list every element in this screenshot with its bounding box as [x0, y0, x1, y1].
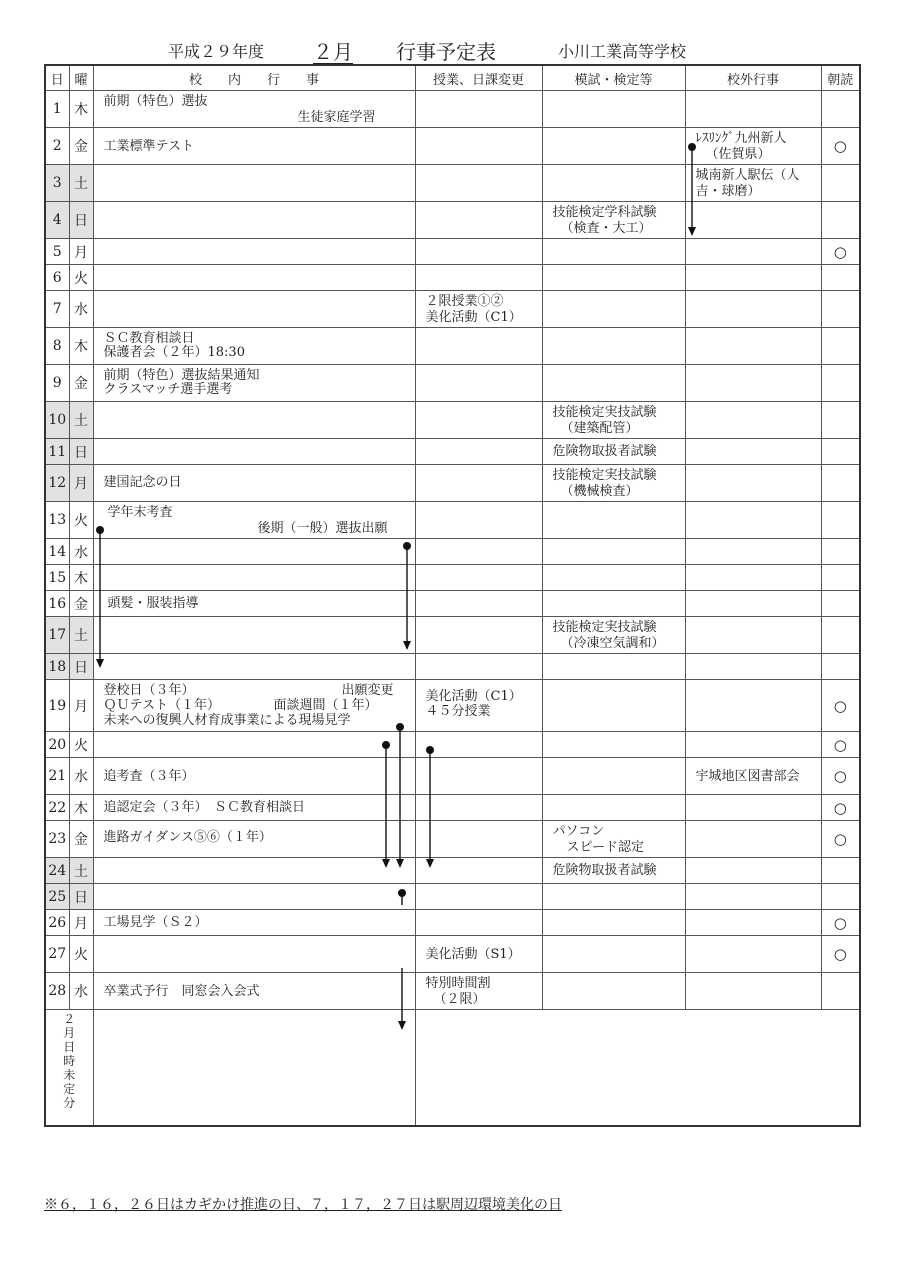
morning-reading-cell: [821, 654, 860, 680]
weekday: 木: [69, 328, 93, 365]
exam-cell: [542, 910, 685, 936]
day-number: 9: [45, 365, 69, 402]
class-change-cell: [415, 936, 542, 973]
day-row-16: [45, 591, 860, 617]
class-change-cell: [415, 402, 542, 439]
day-row-24: [45, 858, 860, 884]
external-cell: [685, 91, 821, 128]
footnote: ※６，１６，２６日はカギかけ推進の日、７，１７，２７日は駅周辺環境美化の日: [44, 1197, 562, 1213]
exam-cell: [542, 821, 685, 858]
school-entry: 追認定会（３年） ＳＣ教育相談日: [103, 800, 306, 815]
day-number: 16: [45, 591, 69, 617]
morning-reading-cell: [821, 732, 860, 758]
exam-entry: 技能検定実技試験: [552, 620, 657, 635]
col-class-changes: 授業、日課変更: [415, 65, 542, 91]
exam-cell: [542, 973, 685, 1010]
day-number: 2: [45, 128, 69, 165]
day-row-18: [45, 654, 860, 680]
school-cell: [93, 821, 415, 858]
day-number: 4: [45, 202, 69, 239]
fiscal-year: 平成２９年度: [168, 42, 265, 61]
day-number: 28: [45, 973, 69, 1010]
col-day: 日: [45, 65, 69, 91]
weekday: 土: [69, 402, 93, 439]
weekday: 木: [69, 795, 93, 821]
reading-mark: ○: [833, 735, 847, 754]
weekday: 水: [69, 973, 93, 1010]
external-cell: [685, 539, 821, 565]
weekday: 土: [69, 165, 93, 202]
class-change-cell: [415, 328, 542, 365]
exam-cell: [542, 732, 685, 758]
school-entry: 建国記念の日: [103, 475, 182, 490]
school-entry: 頭髪・服装指導: [107, 596, 199, 611]
school-entry: 学年末考査: [107, 505, 173, 520]
day-row-15: [45, 565, 860, 591]
day-number: 24: [45, 858, 69, 884]
morning-reading-cell: [821, 202, 860, 239]
weekday: 火: [69, 732, 93, 758]
morning-reading-cell: [821, 680, 860, 732]
exam-entry: パソコン: [552, 824, 605, 839]
undecided-row: [45, 1010, 860, 1126]
exam-cell: [542, 402, 685, 439]
school-cell: [93, 165, 415, 202]
day-row-2: [45, 128, 860, 165]
external-cell: [685, 202, 821, 239]
day-number: 23: [45, 821, 69, 858]
weekday: 水: [69, 539, 93, 565]
external-entry: （佐賀県）: [705, 147, 771, 162]
class-change-entry: ２限授業①②: [425, 294, 504, 309]
external-cell: [685, 732, 821, 758]
external-cell: [685, 884, 821, 910]
external-cell: [685, 910, 821, 936]
school-cell: [93, 502, 415, 539]
class-change-cell: [415, 617, 542, 654]
school-cell: [93, 328, 415, 365]
day-row-19: [45, 680, 860, 732]
class-change-cell: [415, 128, 542, 165]
school-cell: [93, 617, 415, 654]
morning-reading-cell: [821, 402, 860, 439]
external-cell: [685, 654, 821, 680]
school-cell: [93, 565, 415, 591]
morning-reading-cell: [821, 565, 860, 591]
schedule-table: [44, 64, 861, 1127]
weekday: 土: [69, 617, 93, 654]
morning-reading-cell: [821, 439, 860, 465]
school-cell: [93, 465, 415, 502]
day-number: 27: [45, 936, 69, 973]
class-change-cell: [415, 91, 542, 128]
school-cell: [93, 128, 415, 165]
day-row-21: [45, 758, 860, 795]
morning-reading-cell: [821, 884, 860, 910]
class-change-cell: [415, 884, 542, 910]
school-cell: [93, 539, 415, 565]
day-number: 13: [45, 502, 69, 539]
school-cell: [93, 591, 415, 617]
class-change-cell: [415, 858, 542, 884]
morning-reading-cell: [821, 591, 860, 617]
class-change-cell: [415, 565, 542, 591]
header-row: [45, 65, 860, 91]
exam-entry: （機械検査）: [560, 484, 639, 499]
day-number: 6: [45, 265, 69, 291]
exam-entry: 技能検定実技試験: [552, 405, 657, 420]
external-cell: [685, 328, 821, 365]
external-cell: [685, 973, 821, 1010]
exam-entry: 危険物取扱者試験: [552, 444, 657, 459]
school-entry: 面談週間（１年）: [273, 698, 378, 713]
exam-cell: [542, 265, 685, 291]
day-row-28: [45, 973, 860, 1010]
school-entry: 前期（特色）選抜結果通知: [103, 368, 260, 383]
day-row-7: [45, 291, 860, 328]
class-change-entry: 美化活動（S1）: [425, 947, 521, 962]
morning-reading-cell: [821, 239, 860, 265]
morning-reading-cell: [821, 128, 860, 165]
class-change-cell: [415, 239, 542, 265]
exam-cell: [542, 936, 685, 973]
morning-reading-cell: [821, 973, 860, 1010]
school-cell: [93, 884, 415, 910]
morning-reading-cell: [821, 365, 860, 402]
school-cell: [93, 758, 415, 795]
school-entry: 追考査（３年）: [103, 769, 195, 784]
weekday: 土: [69, 858, 93, 884]
exam-entry: （冷凍空気調和）: [560, 636, 665, 651]
weekday: 火: [69, 936, 93, 973]
school-cell: [93, 402, 415, 439]
weekday: 日: [69, 884, 93, 910]
weekday: 火: [69, 502, 93, 539]
morning-reading-cell: [821, 265, 860, 291]
external-cell: [685, 936, 821, 973]
undecided-other: [415, 1010, 860, 1126]
day-number: 1: [45, 91, 69, 128]
school-entry: 工場見学（Ｓ２）: [103, 915, 208, 930]
reading-mark: ○: [833, 242, 847, 261]
exam-entry: 技能検定実技試験: [552, 468, 657, 483]
external-cell: [685, 565, 821, 591]
exam-cell: [542, 465, 685, 502]
morning-reading-cell: [821, 795, 860, 821]
school-entry: 後期（一般）選抜出願: [257, 521, 388, 536]
weekday: 水: [69, 291, 93, 328]
exam-cell: [542, 291, 685, 328]
exam-cell: [542, 858, 685, 884]
weekday: 金: [69, 821, 93, 858]
day-number: 5: [45, 239, 69, 265]
exam-entry: （建築配管）: [560, 421, 639, 436]
external-entry: 宇城地区図書部会: [695, 769, 800, 784]
reading-mark: ○: [833, 767, 847, 785]
day-number: 8: [45, 328, 69, 365]
class-change-entry: ４５分授業: [425, 704, 491, 719]
external-cell: [685, 128, 821, 165]
external-entry: 吉・球磨）: [695, 184, 761, 199]
morning-reading-cell: [821, 502, 860, 539]
exam-cell: [542, 239, 685, 265]
class-change-cell: [415, 465, 542, 502]
exam-entry: （検査・大工）: [560, 221, 652, 236]
day-row-13: [45, 502, 860, 539]
class-change-cell: [415, 539, 542, 565]
weekday: 月: [69, 910, 93, 936]
day-number: 15: [45, 565, 69, 591]
external-cell: [685, 239, 821, 265]
day-number: 17: [45, 617, 69, 654]
exam-cell: [542, 654, 685, 680]
reading-mark: ○: [833, 913, 847, 932]
exam-cell: [542, 202, 685, 239]
exam-cell: [542, 617, 685, 654]
class-change-entry: 美化活動（C1）: [425, 689, 522, 704]
weekday: 火: [69, 265, 93, 291]
morning-reading-cell: [821, 758, 860, 795]
school-cell: [93, 202, 415, 239]
exam-cell: [542, 680, 685, 732]
day-row-25: [45, 884, 860, 910]
school-cell: [93, 239, 415, 265]
day-row-14: [45, 539, 860, 565]
day-number: 11: [45, 439, 69, 465]
page-header: [0, 36, 904, 62]
external-cell: [685, 591, 821, 617]
col-morning-reading: 朝読: [821, 65, 860, 91]
external-entry: ﾚｽﾘﾝｸﾞ九州新人: [695, 131, 787, 146]
day-row-20: [45, 732, 860, 758]
day-row-8: [45, 328, 860, 365]
class-change-cell: [415, 265, 542, 291]
class-change-cell: [415, 821, 542, 858]
external-cell: [685, 617, 821, 654]
school-name: 小川工業高等学校: [558, 42, 687, 61]
day-number: 26: [45, 910, 69, 936]
weekday: 木: [69, 565, 93, 591]
external-cell: [685, 795, 821, 821]
school-cell: [93, 973, 415, 1010]
exam-cell: [542, 502, 685, 539]
school-entry: 未来への復興人材育成事業による現場見学: [103, 713, 351, 728]
morning-reading-cell: [821, 328, 860, 365]
school-cell: [93, 654, 415, 680]
school-entry: ＱＵテスト（１年）: [103, 698, 220, 713]
day-number: 25: [45, 884, 69, 910]
school-entry: ＳＣ教育相談日: [103, 331, 195, 346]
weekday: 日: [69, 439, 93, 465]
class-change-cell: [415, 758, 542, 795]
day-row-23: [45, 821, 860, 858]
school-cell: [93, 858, 415, 884]
school-cell: [93, 265, 415, 291]
class-change-cell: [415, 654, 542, 680]
weekday: 月: [69, 239, 93, 265]
external-cell: [685, 439, 821, 465]
day-number: 19: [45, 680, 69, 732]
day-number: 14: [45, 539, 69, 565]
day-number: 22: [45, 795, 69, 821]
school-cell: [93, 732, 415, 758]
external-entry: 城南新人駅伝（人: [695, 168, 800, 183]
day-row-1: [45, 91, 860, 128]
external-cell: [685, 858, 821, 884]
school-cell: [93, 936, 415, 973]
school-entry: 工業標準テスト: [103, 139, 194, 154]
school-entry: 出願変更: [341, 683, 394, 698]
exam-entry: スピード認定: [566, 840, 644, 855]
exam-cell: [542, 539, 685, 565]
class-change-cell: [415, 680, 542, 732]
day-row-10: [45, 402, 860, 439]
weekday: 金: [69, 365, 93, 402]
class-change-cell: [415, 591, 542, 617]
day-number: 20: [45, 732, 69, 758]
class-change-cell: [415, 439, 542, 465]
exam-cell: [542, 91, 685, 128]
reading-mark: ○: [833, 137, 847, 155]
school-entry: 前期（特色）選抜: [103, 94, 208, 109]
weekday: 日: [69, 202, 93, 239]
day-number: 3: [45, 165, 69, 202]
morning-reading-cell: [821, 91, 860, 128]
weekday: 金: [69, 128, 93, 165]
school-entry: 卒業式予行 同窓会入会式: [103, 984, 260, 999]
weekday: 月: [69, 680, 93, 732]
school-cell: [93, 291, 415, 328]
school-cell: [93, 365, 415, 402]
day-row-17: [45, 617, 860, 654]
morning-reading-cell: [821, 539, 860, 565]
day-row-12: [45, 465, 860, 502]
exam-entry: 技能検定学科試験: [552, 205, 657, 220]
external-cell: [685, 465, 821, 502]
reading-mark: ○: [833, 798, 847, 817]
day-row-22: [45, 795, 860, 821]
class-change-cell: [415, 365, 542, 402]
external-cell: [685, 165, 821, 202]
class-change-cell: [415, 732, 542, 758]
external-cell: [685, 502, 821, 539]
morning-reading-cell: [821, 821, 860, 858]
morning-reading-cell: [821, 617, 860, 654]
morning-reading-cell: [821, 291, 860, 328]
morning-reading-cell: [821, 465, 860, 502]
day-row-5: [45, 239, 860, 265]
class-change-cell: [415, 165, 542, 202]
reading-mark: ○: [833, 830, 847, 848]
external-cell: [685, 265, 821, 291]
class-change-cell: [415, 291, 542, 328]
class-change-entry: 美化活動（C1）: [425, 310, 522, 325]
exam-cell: [542, 591, 685, 617]
exam-cell: [542, 795, 685, 821]
weekday: 月: [69, 465, 93, 502]
exam-cell: [542, 758, 685, 795]
class-change-entry: 特別時間割: [425, 976, 491, 991]
class-change-cell: [415, 973, 542, 1010]
external-cell: [685, 680, 821, 732]
weekday: 金: [69, 591, 93, 617]
morning-reading-cell: [821, 165, 860, 202]
page-title: 行事予定表: [396, 40, 496, 64]
school-entry: クラスマッチ選手選考: [103, 382, 233, 397]
day-number: 7: [45, 291, 69, 328]
undecided-label: ２月日時未定分: [45, 1010, 93, 1126]
reading-mark: ○: [833, 696, 847, 715]
day-row-9: [45, 365, 860, 402]
day-row-6: [45, 265, 860, 291]
school-cell: [93, 91, 415, 128]
school-entry: 登校日（３年）: [103, 683, 195, 698]
exam-cell: [542, 328, 685, 365]
day-number: 21: [45, 758, 69, 795]
class-change-cell: [415, 202, 542, 239]
external-cell: [685, 365, 821, 402]
exam-cell: [542, 165, 685, 202]
col-school-events: 校 内 行 事: [93, 65, 415, 91]
col-external-events: 校外行事: [685, 65, 821, 91]
undecided-school: [93, 1010, 415, 1126]
weekday: 日: [69, 654, 93, 680]
school-entry: 保護者会（２年）18:30: [103, 345, 245, 360]
external-cell: [685, 821, 821, 858]
school-cell: [93, 680, 415, 732]
exam-cell: [542, 884, 685, 910]
school-entry: 進路ガイダンス⑤⑥（１年）: [103, 830, 272, 845]
class-change-cell: [415, 502, 542, 539]
reading-mark: ○: [833, 945, 847, 963]
col-weekday: 曜: [69, 65, 93, 91]
exam-cell: [542, 439, 685, 465]
school-cell: [93, 439, 415, 465]
exam-cell: [542, 365, 685, 402]
school-cell: [93, 795, 415, 821]
day-number: 10: [45, 402, 69, 439]
day-row-27: [45, 936, 860, 973]
day-row-26: [45, 910, 860, 936]
day-row-4: [45, 202, 860, 239]
col-exams: 模試・検定等: [542, 65, 685, 91]
weekday: 木: [69, 91, 93, 128]
month-title: ２月: [313, 40, 353, 64]
external-cell: [685, 402, 821, 439]
external-cell: [685, 291, 821, 328]
day-number: 12: [45, 465, 69, 502]
morning-reading-cell: [821, 858, 860, 884]
exam-cell: [542, 565, 685, 591]
morning-reading-cell: [821, 910, 860, 936]
day-number: 18: [45, 654, 69, 680]
class-change-cell: [415, 795, 542, 821]
morning-reading-cell: [821, 936, 860, 973]
day-row-3: [45, 165, 860, 202]
weekday: 水: [69, 758, 93, 795]
day-row-11: [45, 439, 860, 465]
class-change-cell: [415, 910, 542, 936]
class-change-entry: （２限）: [433, 992, 486, 1007]
school-cell: [93, 910, 415, 936]
exam-entry: 危険物取扱者試験: [552, 863, 657, 878]
external-cell: [685, 758, 821, 795]
exam-cell: [542, 128, 685, 165]
school-entry: 生徒家庭学習: [297, 110, 376, 125]
